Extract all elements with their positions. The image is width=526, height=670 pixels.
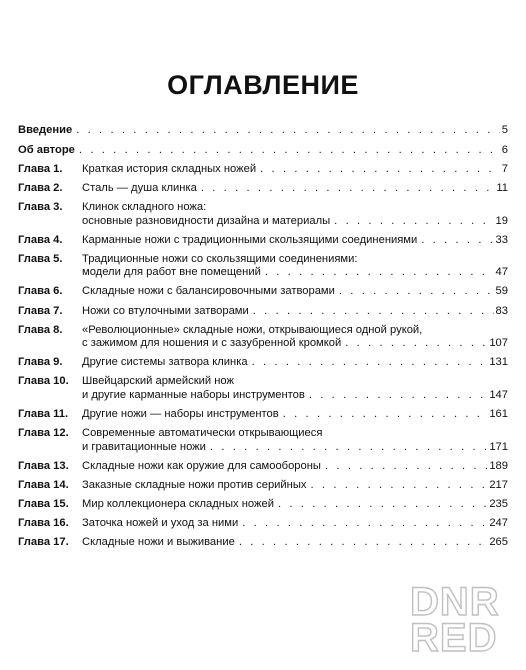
toc-page-number: 7 (501, 163, 508, 175)
toc-leader-dots (341, 337, 487, 351)
toc-entry (18, 163, 508, 177)
toc-page-number: 265 (489, 536, 508, 548)
toc-title: Ножи со втулочными затворами (82, 304, 249, 317)
toc-entry (18, 408, 508, 422)
toc-leader-dots (261, 266, 494, 280)
toc-title: «Революционные» складные ножи, открывающиеся одной рукой, (82, 323, 423, 336)
toc-title: Мир коллекционера складных ножей (82, 497, 274, 510)
toc-title: Карманные ножи с традиционными скользящими соединениями (82, 233, 418, 246)
toc-leader-dots (249, 305, 494, 319)
toc-leader-dots (75, 144, 500, 158)
toc-title: Складные ножи с балансировочными затворами (82, 285, 335, 298)
toc-chapter-number: Глава 12. (18, 427, 69, 440)
toc-title: Заточка ножей и уход за ними (82, 516, 239, 529)
toc-chapter-number: Глава 8. (18, 323, 63, 336)
toc-chapter-number: Глава 16. (18, 516, 69, 529)
toc-title: Заказные складные ножи против серийных (82, 478, 307, 491)
toc-chapter-number: Глава 5. (18, 252, 63, 265)
toc-page-number: 161 (489, 407, 508, 420)
toc-entry (18, 253, 508, 280)
toc-title: и гравитационные ножи (82, 440, 206, 453)
toc-page-number: 6 (501, 143, 508, 156)
toc-entry (18, 460, 508, 474)
toc-chapter-number: Глава 1. (18, 163, 63, 175)
toc-title: Сталь — душа клинка (82, 182, 197, 195)
toc-leader-dots (321, 460, 487, 474)
toc-page-number: 147 (489, 388, 508, 401)
toc-title: с зажимом для ношения и с зазубренной кромкой (82, 337, 342, 350)
toc-title: Швейцарский армейский нож (82, 375, 234, 388)
toc-page-number: 83 (495, 304, 508, 317)
toc-entry (18, 375, 508, 402)
toc-title: Современные автоматически открывающиеся (82, 427, 323, 440)
toc-title: Клинок складного ножа: (82, 201, 207, 214)
toc-chapter-number: Глава 6. (18, 285, 63, 298)
toc-leader-dots (330, 215, 493, 229)
toc-chapter-number: Глава 13. (18, 459, 69, 472)
toc-title: Краткая история складных ножей (82, 163, 257, 175)
toc-page-number: 59 (495, 285, 508, 298)
toc-entry (18, 498, 508, 512)
toc-page-number: 107 (489, 337, 508, 350)
toc-entry (18, 201, 508, 228)
watermark-line-1: DNR (410, 580, 500, 624)
table-of-contents (18, 124, 508, 555)
watermark-logo (410, 580, 514, 660)
toc-entry (18, 479, 508, 493)
toc-leader-dots (248, 356, 488, 370)
toc-leader-dots (206, 441, 487, 455)
toc-entry (18, 285, 508, 299)
toc-leader-dots (235, 536, 488, 550)
toc-leader-dots (256, 163, 500, 177)
toc-leader-dots (305, 389, 488, 403)
toc-entry (18, 536, 508, 550)
toc-chapter-number: Глава 11. (18, 407, 69, 420)
toc-title: Традиционные ножи со скользящими соединениями: (82, 252, 358, 265)
page-title: ОГЛАВЛЕНИЕ (167, 70, 359, 100)
toc-chapter-number: Глава 14. (18, 478, 69, 491)
toc-chapter-number: Глава 9. (18, 356, 63, 369)
toc-entry (18, 324, 508, 351)
toc-entry (18, 144, 508, 158)
toc-entry (18, 182, 508, 196)
toc-title: Другие ножи — наборы инструментов (82, 407, 279, 420)
toc-title: основные разновидности дизайна и материалы (82, 214, 331, 227)
toc-leader-dots (335, 285, 494, 299)
toc-leader-dots (306, 479, 487, 493)
toc-chapter-number: Глава 15. (18, 497, 69, 510)
toc-page-number: 131 (489, 356, 508, 369)
toc-title: Другие системы затвора клинка (82, 356, 248, 369)
toc-leader-dots (72, 124, 500, 138)
toc-chapter-number: Глава 3. (18, 201, 63, 214)
toc-entry (18, 517, 508, 531)
toc-page-number: 247 (489, 516, 508, 529)
watermark-line-2: RED (410, 616, 498, 660)
toc-leader-dots (279, 408, 488, 422)
toc-page-number: 5 (501, 124, 508, 136)
toc-title: Складные ножи как оружие для самообороны (82, 459, 321, 472)
toc-title: Введение (18, 124, 73, 136)
toc-entry (18, 427, 508, 454)
toc-title: и другие карманные наборы инструментов (82, 388, 305, 401)
toc-leader-dots (197, 182, 495, 196)
toc-entry (18, 234, 508, 248)
toc-page-number: 171 (489, 440, 508, 453)
toc-entry (18, 356, 508, 370)
toc-chapter-number: Глава 17. (18, 536, 69, 548)
toc-page-number: 19 (495, 214, 508, 227)
toc-title: Складные ножи и выживание (82, 536, 235, 548)
toc-leader-dots (274, 498, 487, 512)
toc-leader-dots (417, 234, 493, 248)
toc-leader-dots (238, 517, 487, 531)
toc-chapter-number: Глава 2. (18, 182, 63, 195)
toc-page-number: 217 (489, 478, 508, 491)
toc-entry (18, 124, 508, 138)
toc-entry (18, 305, 508, 319)
toc-page-number: 33 (495, 233, 508, 246)
toc-page-number: 47 (495, 266, 508, 279)
toc-title: Об авторе (18, 143, 75, 156)
toc-page-number: 235 (489, 497, 508, 510)
toc-chapter-number: Глава 4. (18, 233, 63, 246)
toc-page-number: 11 (496, 182, 508, 195)
toc-chapter-number: Глава 7. (18, 304, 63, 317)
toc-page-number: 189 (489, 459, 508, 472)
toc-chapter-number: Глава 10. (18, 375, 69, 388)
toc-title: модели для работ вне помещений (82, 266, 261, 279)
